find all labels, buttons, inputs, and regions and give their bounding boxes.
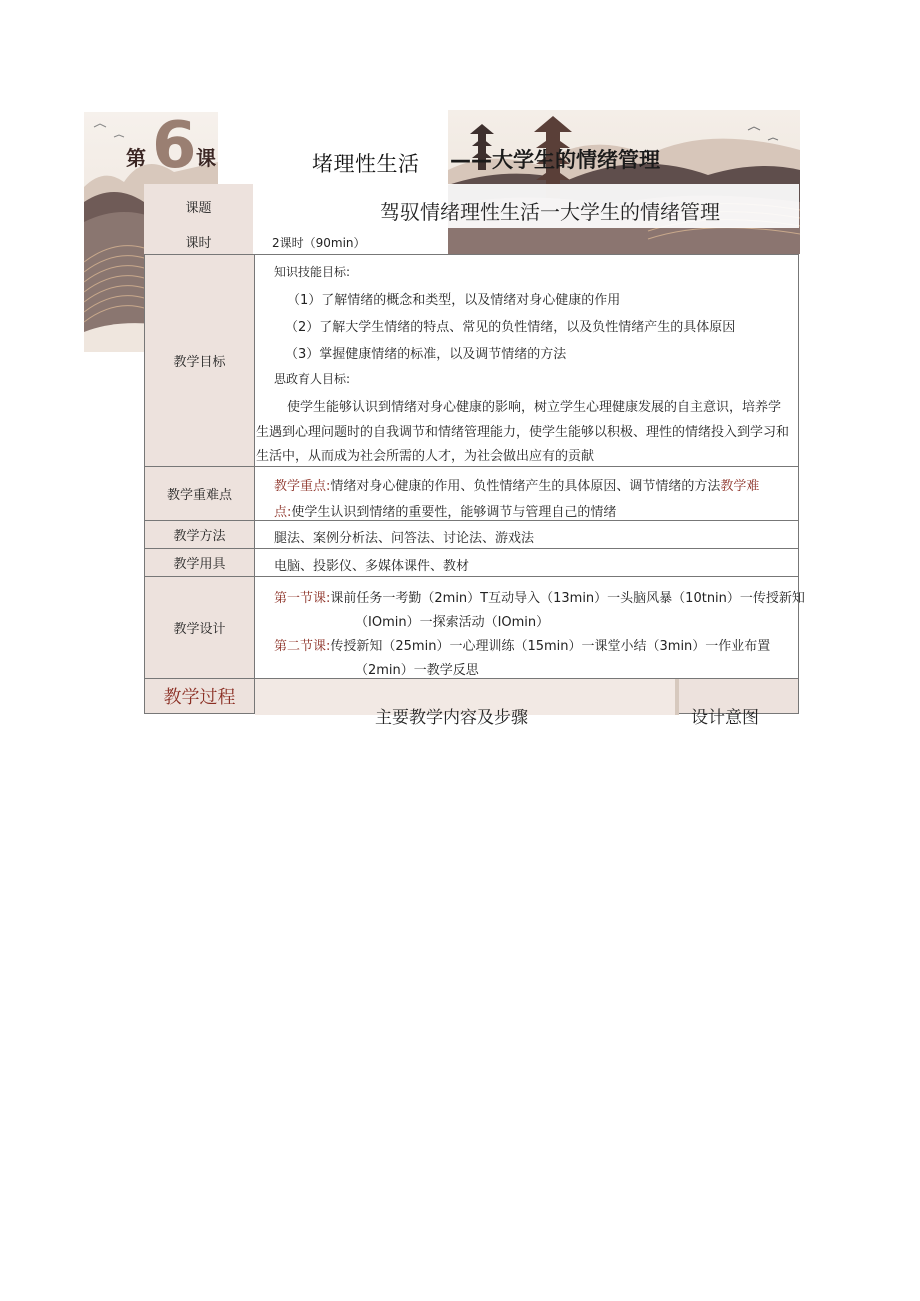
methods-label-text: 教学方法 — [173, 529, 226, 544]
ideology-line-1: 使学生能够认识到情绪对身心健康的影响，树立学生心理健康发展的自主意识，培养学 — [287, 400, 782, 415]
objectives-label — [145, 255, 254, 466]
design-first-line-2: （IOmin）一探索活动（IOmin） — [355, 615, 550, 630]
tools-label-text: 教学用具 — [173, 557, 226, 572]
design-row — [144, 576, 805, 678]
objective-item-3: （3）掌握健康情绪的标准，以及调节情绪的方法 — [285, 347, 567, 362]
topic-label — [144, 184, 253, 228]
topic-label-text: 课题 — [185, 200, 212, 216]
hours-row — [144, 228, 799, 254]
design-label-text: 教学设计 — [173, 622, 226, 637]
second-lesson-text-1: 传授新知（25min）一心理训练（15min）一课堂小结（3min）一作业布置 — [330, 639, 771, 654]
objectives-label-text: 教学目标 — [173, 355, 226, 370]
hours-value: 2课时（90min） — [272, 236, 366, 250]
banner-title-left: 堵理性生活 — [312, 152, 420, 176]
banner-title-right: ——大学生的情绪管理 — [450, 148, 660, 172]
process-label-text: 教学过程 — [163, 687, 236, 708]
design-label — [145, 577, 254, 678]
tools-label — [145, 549, 254, 576]
difficult-heading-b: 点: — [274, 505, 292, 520]
objectives-row — [144, 254, 799, 466]
ideology-line-3: 生活中，从而成为社会所需的人才，为社会做出应有的贡献 — [256, 449, 595, 464]
hours-label-text: 课时 — [185, 235, 212, 251]
lesson-number: 6 — [152, 109, 197, 183]
key-text: 情绪对身心健康的作用、负性情绪产生的具体原因、调节情绪的方法 — [330, 479, 721, 494]
key-heading: 教学重点: — [274, 479, 331, 494]
key-points-line-2 — [274, 501, 616, 520]
process-row — [144, 678, 799, 728]
design-second-line-2: （2min）一教学反思 — [355, 663, 479, 678]
first-lesson-heading: 第一节课: — [274, 591, 331, 606]
objective-item-1: （1）了解情绪的概念和类型，以及情绪对身心健康的作用 — [287, 293, 621, 308]
tools-value: 电脑、投影仪、多媒体课件、教材 — [274, 559, 470, 574]
design-second-line-1 — [274, 635, 770, 654]
process-label — [145, 679, 254, 713]
topic-value: 驾驭情绪理性生活一大学生的情绪管理 — [380, 200, 720, 224]
key-points-row — [144, 466, 799, 520]
ideology-heading: 思政育人目标: — [274, 372, 351, 386]
methods-value: 腿法、案例分析法、问答法、讨论法、游戏法 — [274, 531, 535, 546]
key-points-line-1 — [274, 475, 759, 494]
lesson-prefix: 第 — [126, 146, 146, 170]
ideology-line-2: 生遇到心理问题时的自我调节和情绪管理能力，使学生能够以积极、理性的情绪投入到学习和 — [256, 425, 790, 440]
difficult-heading-a: 教学难 — [720, 479, 760, 494]
hours-label — [144, 228, 253, 254]
second-lesson-heading: 第二节课: — [274, 639, 331, 654]
knowledge-heading: 知识技能目标: — [274, 265, 351, 279]
process-col-intent: 设计意图 — [691, 708, 759, 728]
lesson-suffix: 课 — [196, 146, 216, 170]
methods-label — [145, 521, 254, 548]
difficult-text: 使学生认识到情绪的重要性，能够调节与管理自己的情绪 — [291, 505, 617, 520]
first-lesson-text-1: 课前任务一考勤（2min）T互动导入（13min）一头脑风暴（10tnin）一传授新知 — [330, 591, 805, 606]
key-points-label — [145, 467, 254, 520]
design-first-line-1 — [274, 587, 805, 606]
tools-row — [144, 548, 799, 576]
objective-item-2: （2）了解大学生情绪的特点、常见的负性情绪，以及负性情绪产生的具体原因 — [285, 320, 736, 335]
methods-row — [144, 520, 799, 548]
process-col-main: 主要教学内容及步骤 — [375, 708, 528, 728]
key-points-label-text: 教学重难点 — [166, 488, 232, 503]
topic-row — [144, 184, 799, 228]
